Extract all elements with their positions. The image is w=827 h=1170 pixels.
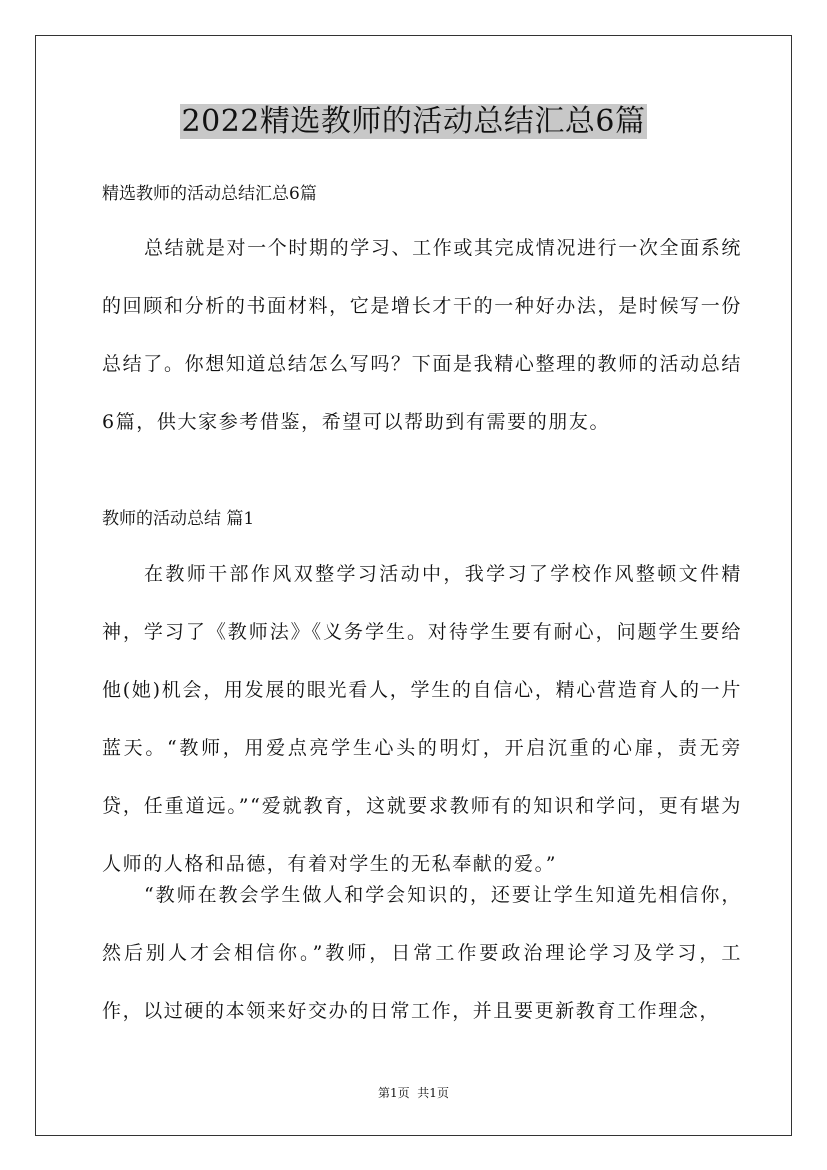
document-title [0, 102, 827, 142]
section-1-paragraph-1: 在教师干部作风双整学习活动中，我学习了学校作风整顿文件精神，学习了《教师法》《义务学生。对待学生要有耐心，问题学生要给他(她)机会，用发展的眼光看人，学生的自信心，精心营造育人的一片蓝天。“教师，用爱点亮学生心头的明灯，开启沉重的心扉，责无旁贷，任重道远。”“爱就教育，这就要求教师有的知识和学问，更有堪为人师的人格和品德，有着对学生的无私奉献的爱。” [102, 563, 742, 875]
section-heading-1: 教师的活动总结 篇1 [102, 509, 255, 529]
document-subtitle: 精选教师的活动总结汇总6篇 [102, 184, 317, 204]
intro-paragraph: 总结就是对一个时期的学习、工作或其完成情况进行一次全面系统的回顾和分析的书面材料，它是增长才干的一种好办法，是时候写一份总结了。你想知道总结怎么写吗？下面是我精心整理的教师的活动总结6篇，供大家参考借鉴，希望可以帮助到有需要的朋友。 [102, 237, 742, 433]
section-1-paragraph-2: “教师在教会学生做人和学会知识的，还要让学生知道先相信你，然后别人才会相信你。”教师，日常工作要政治理论学习及学习，工作，以过硬的本领来好交办的日常工作，并且要更新教育工作理念， [102, 884, 742, 1022]
page-footer: 第1页 共1页 [378, 1086, 449, 1100]
document-title-text: 2022精选教师的活动总结汇总6篇 [181, 104, 646, 139]
